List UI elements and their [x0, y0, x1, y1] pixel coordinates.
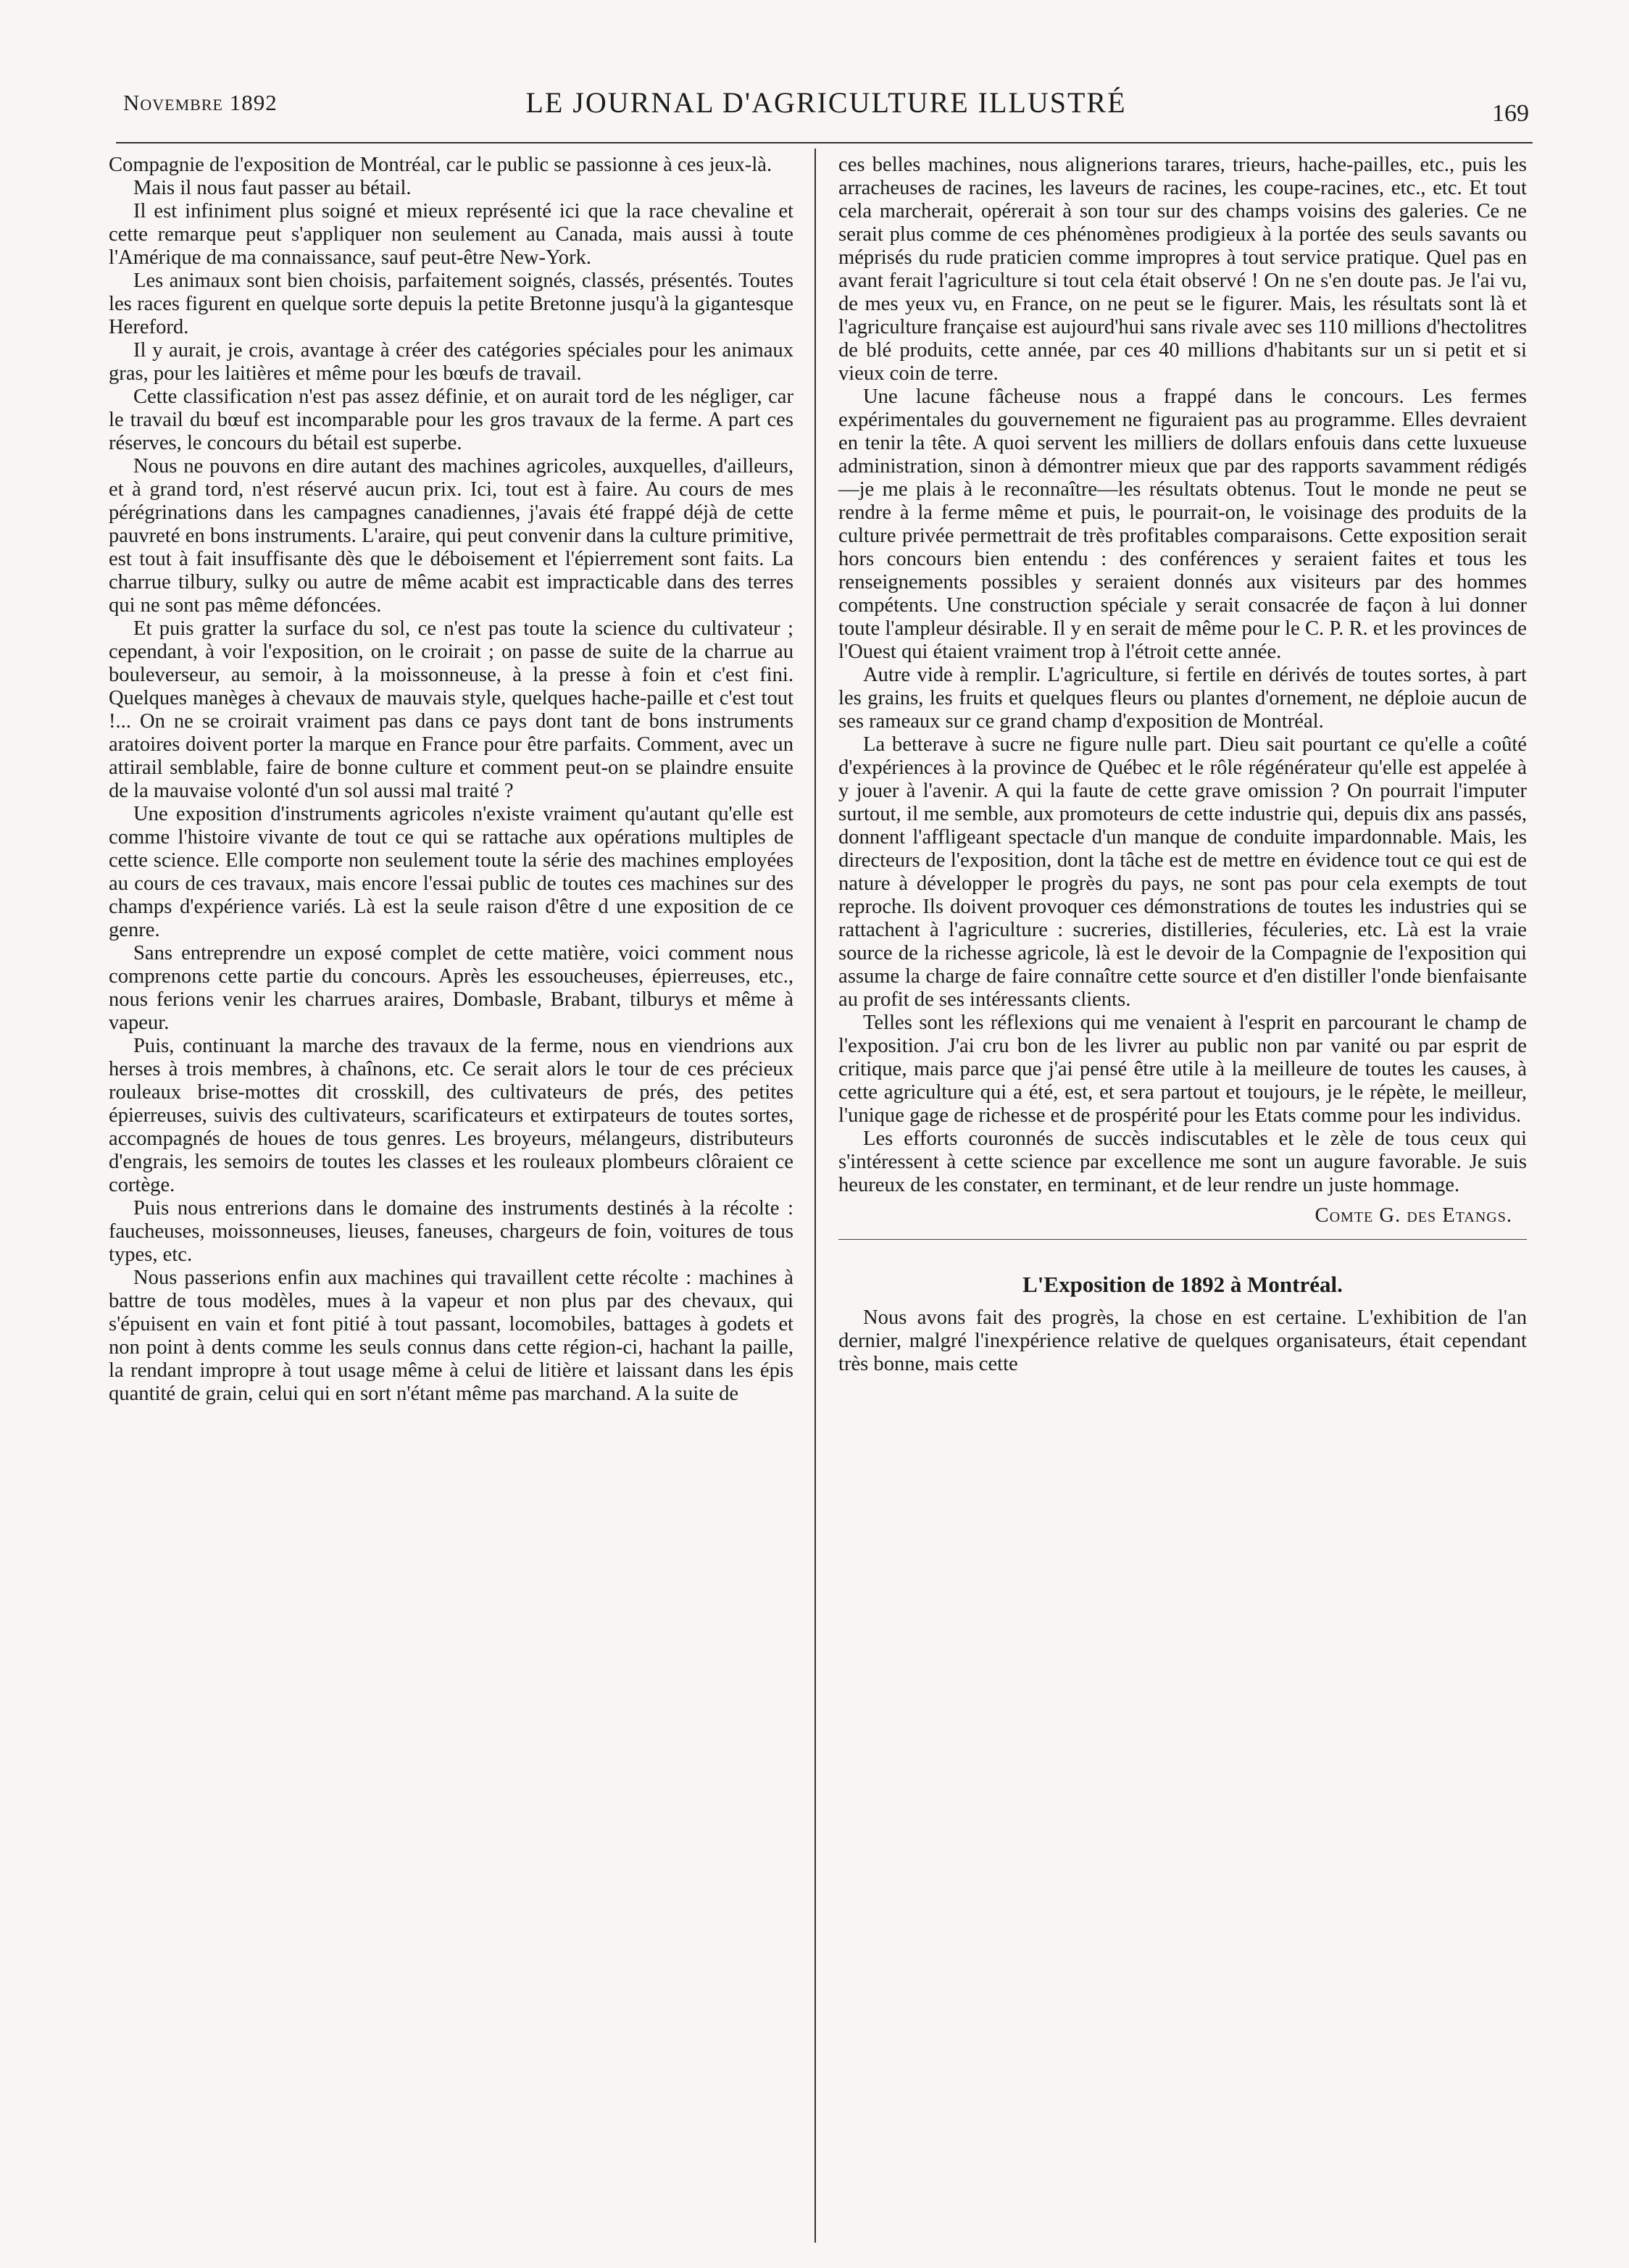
paragraph: Et puis gratter la surface du sol, ce n'est pas toute la science du cultivateur ; cependant, à voir l'exposition, on le croirait ; on passe de suite de la charrue au bouleverseur, au semoir, à la moissonneuse, à la presse à foin et c'est fini. Quelques manèges à chevaux de mauvais style, quelques hache-paille et c'est tout !... On ne se croirait vraiment pas dans ce pays dont tant de bons instruments aratoires doivent porter la marque en France pour être parfaits. Comment, avec un attirail semblable, faire de bonne culture et comment peut-on se plaindre ensuite de la mauvaise volonté d'un sol aussi mal traité ? — [109, 617, 793, 802]
page-number: 169 — [1492, 100, 1529, 127]
paragraph: Une exposition d'instruments agricoles n'existe vraiment qu'autant qu'elle est comme l'histoire vivante de tout ce qui se rattache aux opérations multiples de cette science. Elle comporte non seulement toute la série des machines employées au cours de ces travaux, mais encore l'essai public de toutes ces machines sur des champs d'expérience variés. Là est la seule raison d'être d une exposition de ce genre. — [109, 803, 793, 941]
paragraph: Il est infiniment plus soigné et mieux représenté ici que la race chevaline et cette remarque peut s'appliquer non seulement au Canada, mais aussi à toute l'Amérique de ma connaissance, sauf peut-être New-York. — [109, 200, 793, 269]
header-rule — [116, 142, 1533, 143]
paragraph: Sans entreprendre un exposé complet de cette matière, voici comment nous comprenons cette partie du concours. Après les essoucheuses, épierreuses, etc., nous ferions venir les charrues araires, Dombasle, Brabant, tilburys et même à vapeur. — [109, 942, 793, 1034]
paragraph: Nous avons fait des progrès, la chose en est certaine. L'exhibition de l'an dernier, malgré l'inexpérience relative de quelques organisateurs, était cependant très bonne, mais cette — [838, 1306, 1527, 1375]
paragraph: ces belles machines, nous alignerions tarares, trieurs, hache-pailles, etc., puis les arracheuses de racines, les laveurs de racines, les coupe-racines, etc., etc. Et tout cela marcherait, opérerait à son tour sur des champs voisins des galeries. Ce ne serait plus comme de ces phénomènes prodigieux à la portée des seuls savants ou méprisés du rude praticien comme impropres à tout service pratique. Quel pas en avant ferait l'agriculture si tout cela était observé ! On ne s'en doute pas. Je l'ai vu, de mes yeux vu, en France, on ne peut se le figurer. Mais, les résultats sont là et l'agriculture française est aujourd'hui sans rivale avec ses 110 millions d'hectolitres de blé produits, cette année, par ces 40 millions d'habitants sur un si petit et si vieux coin de terre. — [838, 154, 1527, 385]
author-signature: Comte G. des Etangs. — [1315, 1204, 1512, 1227]
paragraph: Mais il nous faut passer au bétail. — [133, 177, 412, 199]
article-title: L'Exposition de 1892 à Montréal. — [1022, 1272, 1343, 1297]
article-separator — [838, 1239, 1527, 1240]
paragraph: Autre vide à remplir. L'agriculture, si fertile en dérivés de toutes sortes, à part les grains, les fruits et quelques fleurs ou plantes d'ornement, ne déploie aucun de ses rameaux sur ce grand champ d'exposition de Montréal. — [838, 664, 1527, 733]
column-divider — [814, 149, 816, 2243]
paragraph: Puis nous entrerions dans le domaine des instruments destinés à la récolte : faucheuses, moissonneuses, lieuses, faneuses, chargeurs de foin, voitures de tous types, etc. — [109, 1197, 793, 1266]
paragraph: Puis, continuant la marche des travaux de la ferme, nous en viendrions aux herses à trois membres, à chaînons, etc. Ce serait alors le tour de ces précieux rouleaux brise-mottes dit crosskill, des cultivateurs de prés, des petites épierreuses, suivis des cultivateurs, scarificateurs et extirpateurs de toutes sortes, accompagnés de houes de tous genres. Les broyeurs, mélangeurs, distributeurs d'engrais, les semoirs de toutes les classes et les rouleaux plombeurs clôraient ce cortège. — [109, 1035, 793, 1196]
paragraph: Il y aurait, je crois, avantage à créer des catégories spéciales pour les animaux gras, pour les laitières et même pour les bœufs de travail. — [109, 339, 793, 385]
right-column — [838, 154, 1527, 1376]
paragraph: Compagnie de l'exposition de Montréal, car le public se passionne à ces jeux-là. — [109, 154, 772, 176]
paragraph: Cette classification n'est pas assez définie, et on aurait tord de les négliger, car le travail du bœuf est incomparable pour les gros travaux de la ferme. A part ces réserves, le concours du bétail est superbe. — [109, 385, 793, 454]
paragraph: Telles sont les réflexions qui me venaient à l'esprit en parcourant le champ de l'exposition. J'ai cru bon de les livrer au public non par vanité ou par esprit de critique, mais parce que j'ai pensé être utile à la meilleure de toutes les causes, à cette agriculture qui a été, est, et sera partout et toujours, je le répète, le meilleur, l'unique gage de richesse et de prospérité pour les Etats comme pour les individus. — [838, 1012, 1527, 1127]
left-column — [109, 154, 793, 1406]
paragraph: La betterave à sucre ne figure nulle part. Dieu sait pourtant ce qu'elle a coûté d'expériences à la province de Québec et le rôle régénérateur qu'elle est appelée à y jouer à l'avenir. A qui la faute de cette grave omission ? On pourrait l'imputer surtout, il me semble, aux promoteurs de cette industrie qui, depuis dix ans passés, donnent l'affligeant spectacle d'un manque de conduite impardonnable. Mais, les directeurs de l'exposition, dont la tâche est de mettre en évidence tout ce qui est de nature à développer le progrès du pays, ne sont pas pour cela exempts de tout reproche. Ils doivent provoquer ces démonstrations de toutes les industries qui se rattachent à l'agriculture : sucreries, distilleries, féculeries, etc. Là est la vraie source de la richesse agricole, là est le devoir de la Compagnie de l'exposition qui assume la charge de faire connaître cette source et d'en distiller l'onde bienfaisante au profit de ses intéressants clients. — [838, 733, 1527, 1011]
header-date: Novembre 1892 — [123, 90, 278, 115]
paragraph: Nous passerions enfin aux machines qui travaillent cette récolte : machines à battre de tous modèles, mues à la vapeur et non plus par des chevaux, qui s'épuisent en vain et font pitié à tout passant, locomobiles, battages à godets et non point à dents comme les seuls connus dans cette région-ci, hachant la paille, la rendant impropre à tout usage même à celui de litière et laissant dans les épis quantité de grain, celui qui en sort n'étant même pas marchand. A la suite de — [109, 1267, 793, 1405]
paragraph: Une lacune fâcheuse nous a frappé dans le concours. Les fermes expérimentales du gouvernement ne figuraient pas au programme. Elles devraient en tenir la tête. A quoi servent les milliers de dollars enfouis dans cette luxueuse administration, sinon à démontrer mieux que par des rapports savamment rédigés—je me plais à le reconnaître—les résultats obtenus. Tout le monde ne peut se rendre à la ferme même et puis, le pourrait-on, le voisinage des produits de la culture privée permettrait de très profitables comparaisons. Cette exposition serait hors concours bien entendu : des conférences y seraient faites et tous les renseignements possibles y seraient donnés aux visiteurs par des hommes compétents. Une construction spéciale y serait consacrée de façon à lui donner toute l'ampleur désirable. Il y en serait de même pour le C. P. R. et les provinces de l'Ouest qui étaient vraiment trop à l'étroit cette année. — [838, 385, 1527, 663]
running-header — [123, 86, 1529, 129]
paragraph: Nous ne pouvons en dire autant des machines agricoles, auxquelles, d'ailleurs, et à grand tord, n'est réservé aucun prix. Ici, tout est à faire. Au cours de mes pérégrinations dans les campagnes canadiennes, j'avais été frappé déjà de cette pauvreté en bons instruments. L'araire, qui peut convenir dans la culture primitive, est tout à fait insuffisante dès que le déboisement et l'épierrement sont faits. La charrue tilbury, sulky ou autre de même acabit est impracticable dans des terres qui ne sont pas même défoncées. — [109, 455, 793, 617]
paragraph: Les animaux sont bien choisis, parfaitement soignés, classés, présentés. Toutes les races figurent en quelque sorte depuis la petite Bretonne jusqu'à la gigantesque Hereford. — [109, 270, 793, 338]
journal-title: LE JOURNAL D'AGRICULTURE ILLUSTRÉ — [525, 86, 1127, 119]
paragraph: Les efforts couronnés de succès indiscutables et le zèle de tous ceux qui s'intéressent à cette science par excellence me sont un augure favorable. Je suis heureux de les constater, en terminant, et de leur rendre un juste hommage. — [838, 1127, 1527, 1196]
